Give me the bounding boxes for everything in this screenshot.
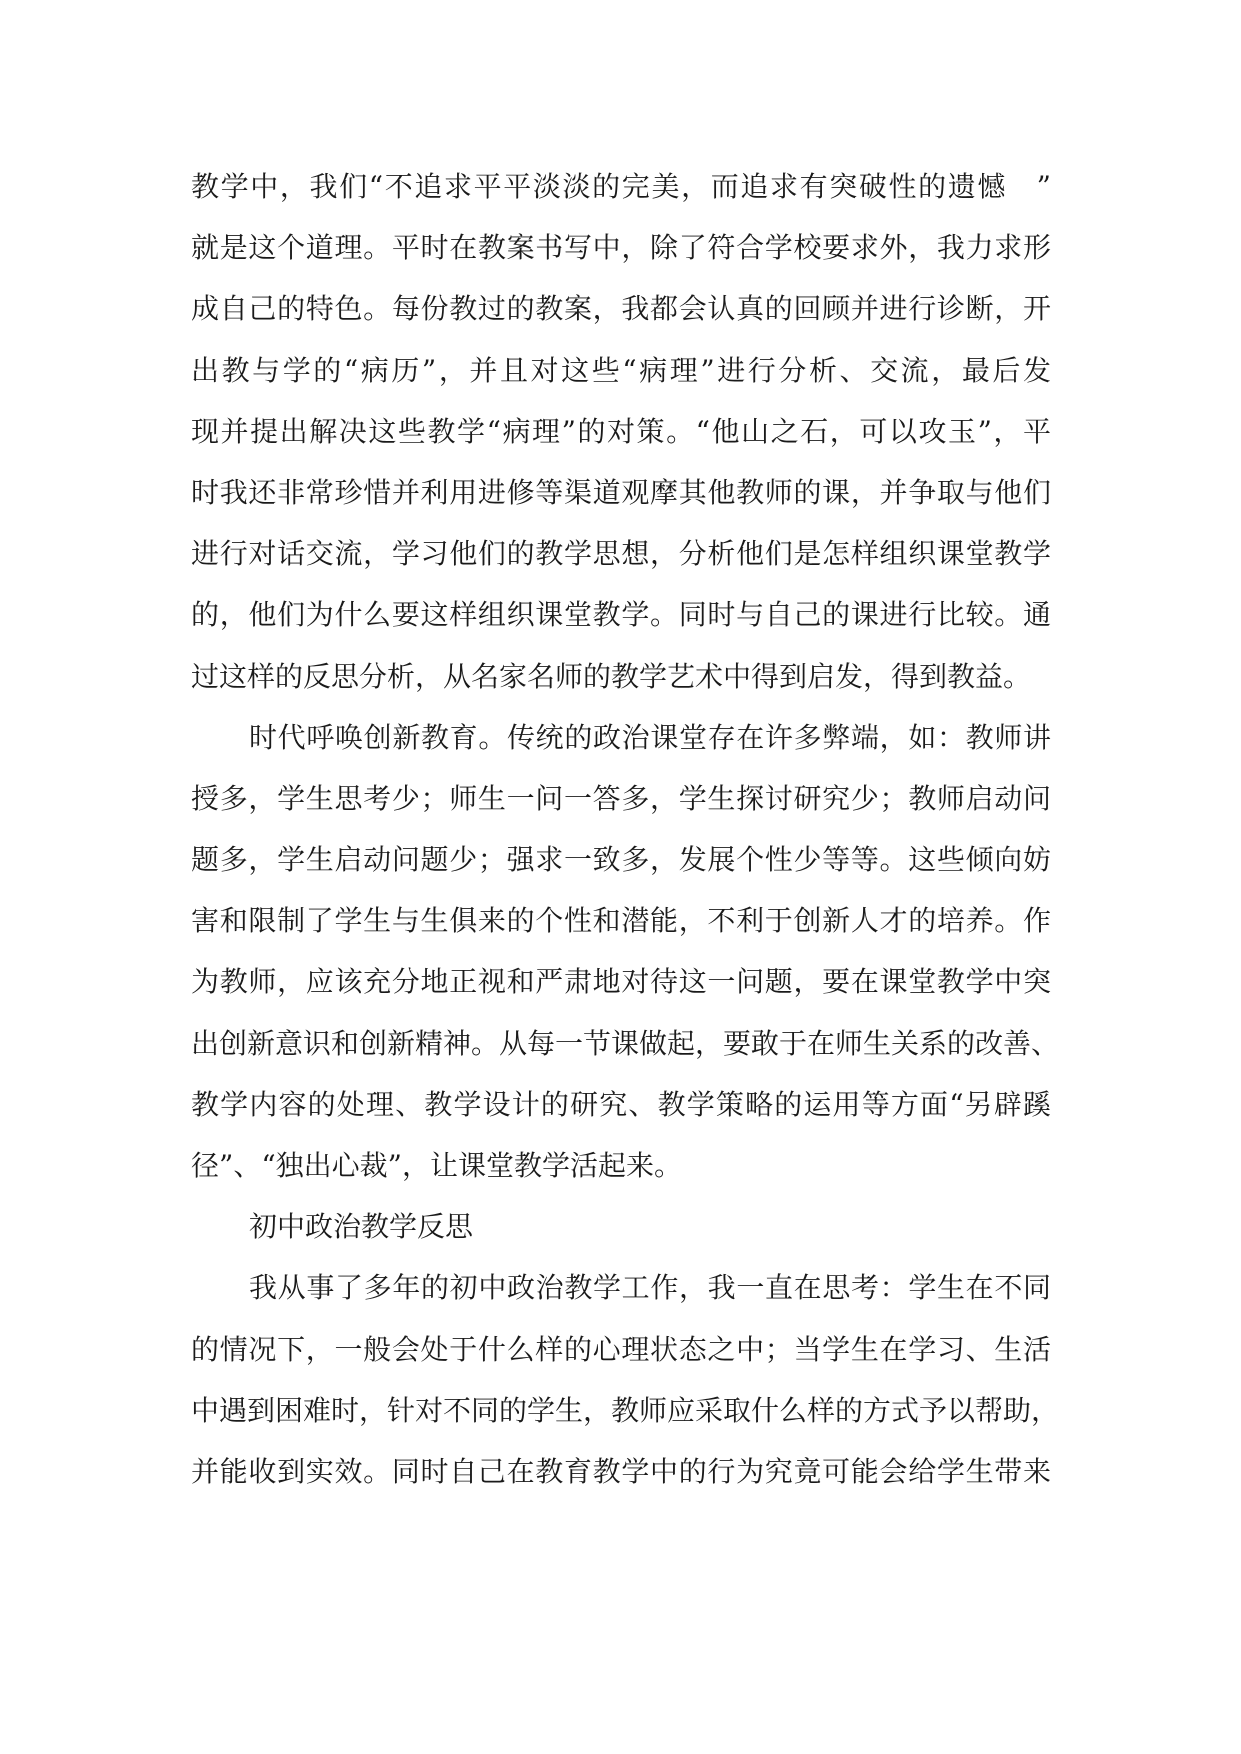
text-line: 出创新意识和创新精神。从每一节课做起，要敢于在师生关系的改善、 <box>191 1026 1060 1060</box>
text-line: 出教与学的“病历”，并且对这些“病理”进行分析、交流，最后发 <box>191 353 1051 387</box>
text-line: 害和限制了学生与生俱来的个性和潜能，不利于创新人才的培养。作 <box>191 904 1051 938</box>
paragraph-2 <box>191 707 1060 1197</box>
text-line: 现并提出解决这些教学“病理”的对策。“他山之石，可以攻玉”，平 <box>191 414 1051 448</box>
text-line: 题多，学生启动问题少；强求一致多，发展个性少等等。这些倾向妨 <box>191 843 1051 877</box>
text-line: 我从事了多年的初中政治教学工作，我一直在思考：学生在不同 <box>249 1271 1051 1305</box>
text-line: 中遇到困难时，针对不同的学生，教师应采取什么样的方式予以帮助， <box>191 1393 1060 1427</box>
text-line: 径”、“独出心裁”，让课堂教学活起来。 <box>191 1149 682 1182</box>
text-line: 的，他们为什么要这样组织课堂教学。同时与自己的课进行比较。通 <box>191 598 1051 632</box>
text-line: 授多，学生思考少；师生一问一答多，学生探讨研究少；教师启动问 <box>191 781 1051 815</box>
text-line: 过这样的反思分析，从名家名师的教学艺术中得到启发，得到教益。 <box>191 659 1032 693</box>
text-line: 成自己的特色。每份教过的教案，我都会认真的回顾并进行诊断，开 <box>191 292 1051 326</box>
text-line: 为教师，应该充分地正视和严肃地对待这一问题，要在课堂教学中突 <box>191 965 1051 999</box>
text-line: 时我还非常珍惜并利用进修等渠道观摩其他教师的课，并争取与他们 <box>191 475 1051 509</box>
text-line: 的情况下，一般会处于什么样的心理状态之中；当学生在学习、生活 <box>191 1332 1051 1366</box>
text-line: 教学内容的处理、教学设计的研究、教学策略的运用等方面“另辟蹊 <box>191 1087 1051 1121</box>
paragraph-1 <box>191 156 1051 707</box>
section-title: 初中政治教学反思 <box>249 1210 474 1244</box>
text-line: 进行对话交流，学习他们的教学思想，分析他们是怎样组织课堂教学 <box>191 537 1051 571</box>
text-line: 教学中，我们“不追求平平淡淡的完美，而追求有突破性的遗憾 ” <box>191 170 1051 203</box>
paragraph-3 <box>191 1257 1060 1502</box>
text-line: 就是这个道理。平时在教案书写中，除了符合学校要求外，我力求形 <box>191 231 1051 265</box>
document-body <box>191 156 1060 1502</box>
text-line: 并能收到实效。同时自己在教育教学中的行为究竟可能会给学生带来 <box>191 1454 1051 1488</box>
text-line: 时代呼唤创新教育。传统的政治课堂存在许多弊端，如：教师讲 <box>249 720 1051 754</box>
